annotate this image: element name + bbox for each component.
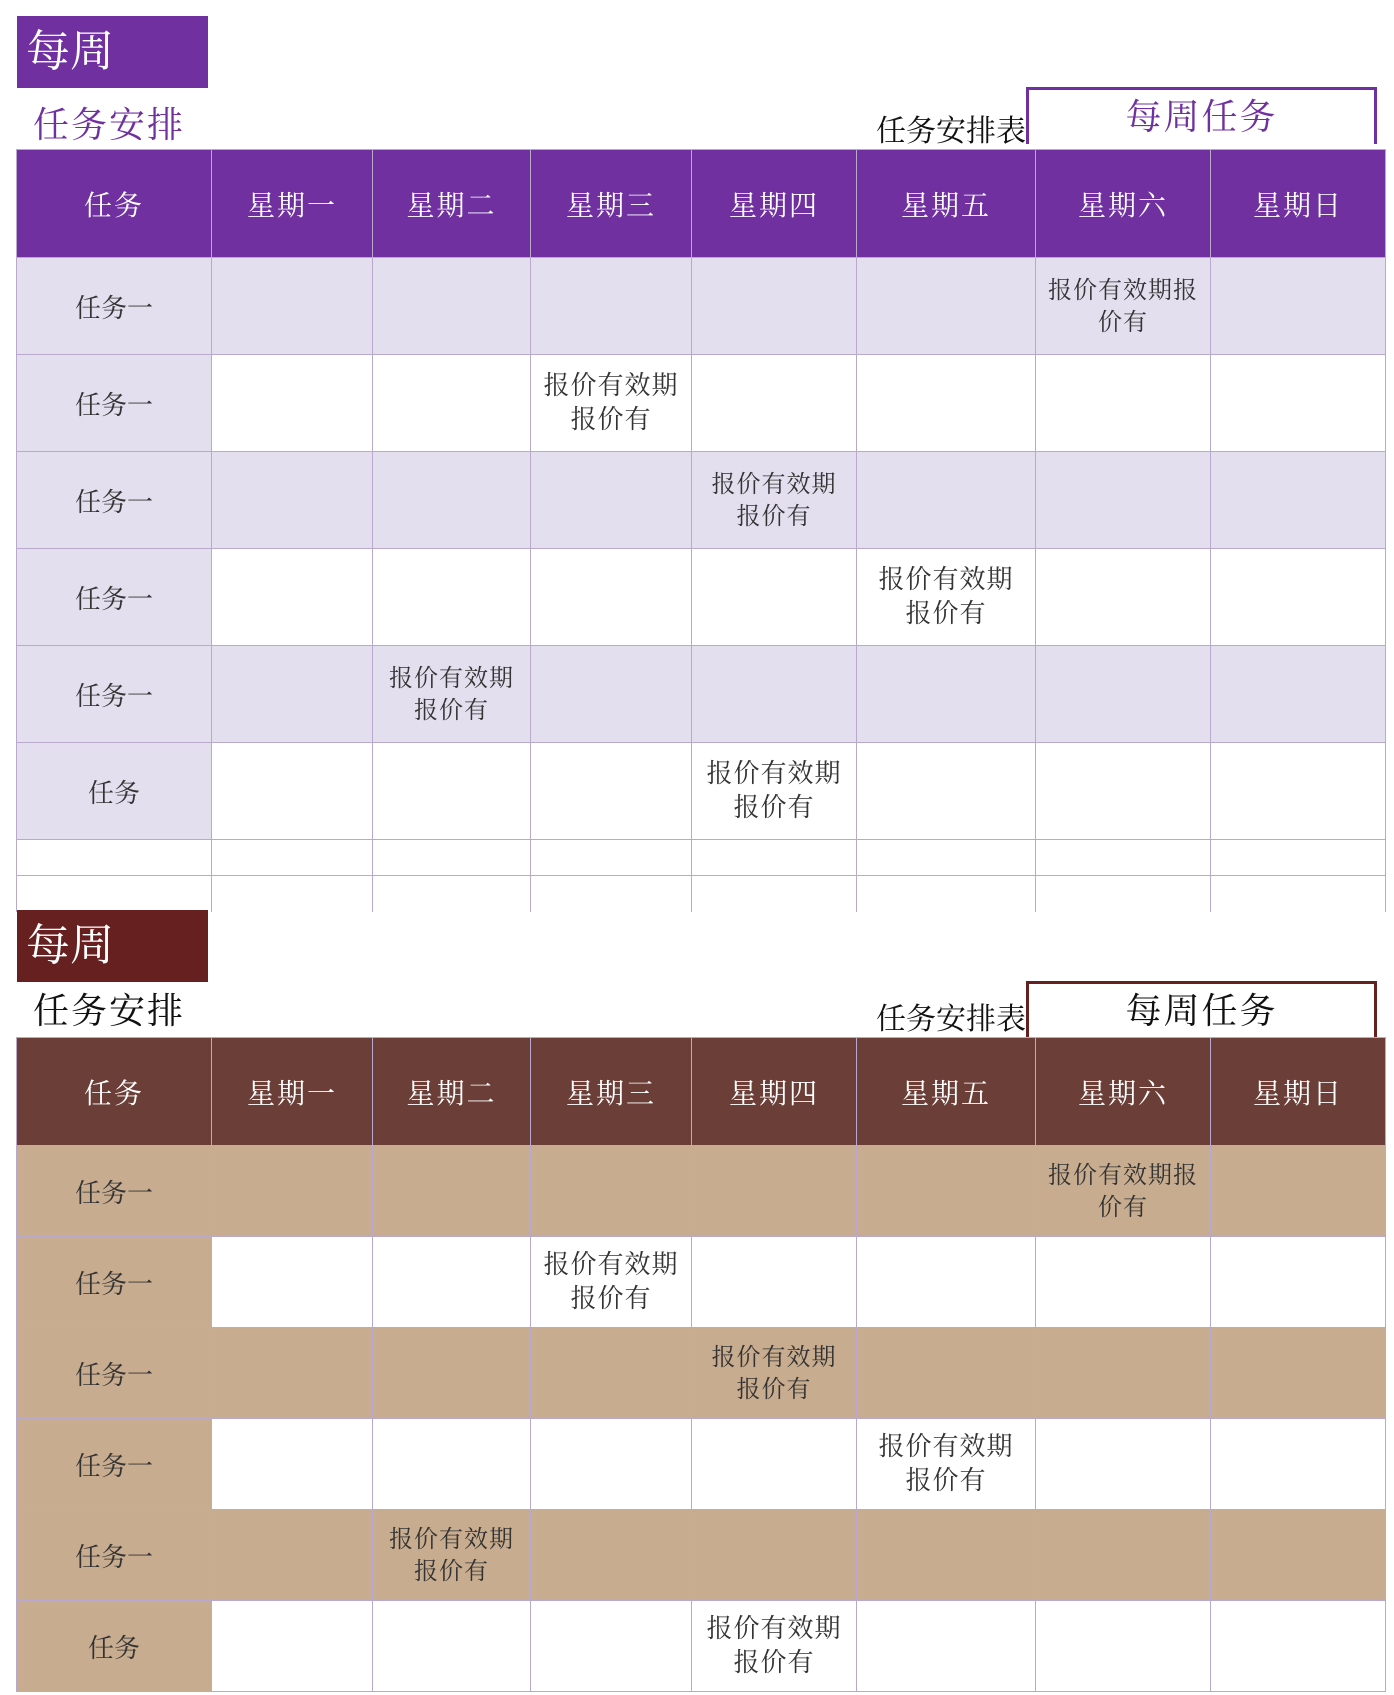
day-cell[interactable] — [212, 452, 373, 549]
header-tuesday: 星期二 — [373, 150, 531, 258]
day-cell[interactable] — [531, 1237, 692, 1328]
schedule-label: 任务安排表 — [876, 114, 1026, 149]
task-name-cell[interactable]: 任务 — [17, 743, 212, 840]
day-cell[interactable] — [857, 1146, 1036, 1237]
day-cell[interactable] — [212, 646, 373, 743]
day-cell[interactable] — [692, 355, 857, 452]
day-cell[interactable] — [1036, 549, 1211, 646]
day-cell[interactable] — [373, 1328, 531, 1419]
day-cell[interactable] — [212, 1146, 373, 1237]
header-saturday: 星期六 — [1036, 1038, 1211, 1146]
schedule-body — [17, 258, 1386, 840]
header-task: 任务 — [17, 1038, 212, 1146]
week-task-box[interactable]: 每周任务 — [1026, 87, 1377, 144]
header-wednesday: 星期三 — [531, 150, 692, 258]
day-cell[interactable] — [373, 743, 531, 840]
day-cell[interactable] — [212, 1237, 373, 1328]
day-cell[interactable] — [373, 549, 531, 646]
header-task: 任务 — [17, 150, 212, 258]
task-note: 报价有效期报价有 — [543, 371, 679, 435]
task-note: 报价有效期报价有 — [711, 470, 837, 530]
day-cell[interactable] — [373, 1510, 531, 1601]
day-cell[interactable] — [373, 452, 531, 549]
day-cell[interactable] — [373, 1146, 531, 1237]
day-cell[interactable] — [1036, 1328, 1211, 1419]
task-name-cell[interactable]: 任务一 — [17, 1328, 212, 1419]
header-monday: 星期一 — [212, 1038, 373, 1146]
task-name-cell[interactable]: 任务一 — [17, 355, 212, 452]
task-name-cell[interactable]: 任务一 — [17, 452, 212, 549]
day-cell[interactable] — [692, 452, 857, 549]
header-saturday: 星期六 — [1036, 150, 1211, 258]
section-title-badge: 每周 — [17, 16, 208, 88]
empty-cell[interactable] — [692, 840, 857, 876]
empty-cell[interactable] — [1211, 840, 1386, 876]
empty-cell[interactable] — [373, 840, 531, 876]
day-cell[interactable] — [692, 646, 857, 743]
day-cell[interactable] — [531, 1601, 692, 1692]
day-cell[interactable] — [373, 1419, 531, 1510]
table-row — [17, 1146, 1386, 1237]
empty-cell[interactable] — [1211, 876, 1386, 912]
day-cell[interactable] — [1211, 452, 1386, 549]
day-cell[interactable] — [531, 1328, 692, 1419]
day-cell[interactable] — [1036, 646, 1211, 743]
empty-cell[interactable] — [17, 840, 212, 876]
day-cell[interactable] — [857, 549, 1036, 646]
day-cell[interactable] — [531, 355, 692, 452]
table-row — [17, 355, 1386, 452]
day-cell[interactable] — [692, 1601, 857, 1692]
header-sunday: 星期日 — [1211, 1038, 1386, 1146]
empty-cell[interactable] — [1036, 840, 1211, 876]
empty-cell[interactable] — [857, 840, 1036, 876]
day-cell[interactable] — [212, 1328, 373, 1419]
day-cell[interactable] — [692, 743, 857, 840]
day-cell[interactable] — [212, 258, 373, 355]
day-cell[interactable] — [857, 1328, 1036, 1419]
day-cell[interactable] — [692, 1419, 857, 1510]
task-note: 报价有效期报价有 — [389, 1525, 514, 1585]
header-row — [17, 1038, 1386, 1146]
schedule-body — [17, 1146, 1386, 1692]
day-cell[interactable] — [1211, 743, 1386, 840]
day-cell[interactable] — [692, 1237, 857, 1328]
day-cell[interactable] — [531, 1146, 692, 1237]
day-cell[interactable] — [1211, 549, 1386, 646]
task-name-cell[interactable]: 任务一 — [17, 1510, 212, 1601]
header-sunday: 星期日 — [1211, 150, 1386, 258]
day-cell[interactable] — [1036, 1146, 1211, 1237]
day-cell[interactable] — [857, 258, 1036, 355]
day-cell[interactable] — [1211, 646, 1386, 743]
schedule-table — [16, 149, 1386, 912]
day-cell[interactable] — [373, 355, 531, 452]
day-cell[interactable] — [1211, 1601, 1386, 1692]
day-cell[interactable] — [857, 1237, 1036, 1328]
empty-cell[interactable] — [1036, 876, 1211, 912]
day-cell[interactable] — [1211, 1237, 1386, 1328]
task-name-cell[interactable]: 任务一 — [17, 1237, 212, 1328]
task-name-cell[interactable]: 任务一 — [17, 1146, 212, 1237]
task-name-cell[interactable]: 任务一 — [17, 1419, 212, 1510]
table-row — [17, 1237, 1386, 1328]
empty-cell[interactable] — [857, 876, 1036, 912]
task-note: 报价有效期报价有 — [1048, 1161, 1198, 1221]
day-cell[interactable] — [1036, 743, 1211, 840]
day-cell[interactable] — [531, 258, 692, 355]
task-note: 报价有效期报价有 — [711, 1343, 837, 1403]
week-task-box[interactable]: 每周任务 — [1026, 981, 1377, 1038]
day-cell[interactable] — [1036, 1237, 1211, 1328]
day-cell[interactable] — [692, 1510, 857, 1601]
table-row — [17, 646, 1386, 743]
day-cell[interactable] — [1036, 258, 1211, 355]
day-cell[interactable] — [373, 646, 531, 743]
day-cell[interactable] — [531, 743, 692, 840]
day-cell[interactable] — [212, 549, 373, 646]
task-note: 报价有效期报价有 — [878, 1432, 1014, 1496]
day-cell[interactable] — [692, 1328, 857, 1419]
table-row — [17, 743, 1386, 840]
task-note: 报价有效期报价有 — [543, 1250, 679, 1314]
day-cell[interactable] — [1036, 1510, 1211, 1601]
section-subtitle: 任务安排 — [33, 105, 186, 146]
day-cell[interactable] — [1036, 355, 1211, 452]
day-cell[interactable] — [692, 549, 857, 646]
empty-cell[interactable] — [17, 876, 212, 912]
header-thursday: 星期四 — [692, 150, 857, 258]
day-cell[interactable] — [212, 355, 373, 452]
day-cell[interactable] — [857, 646, 1036, 743]
schedule-table — [16, 1037, 1386, 1692]
task-note: 报价有效期报价有 — [706, 1614, 842, 1678]
day-cell[interactable] — [212, 743, 373, 840]
table-row — [17, 1510, 1386, 1601]
table-row — [17, 1601, 1386, 1692]
table-row — [17, 1419, 1386, 1510]
day-cell[interactable] — [857, 355, 1036, 452]
day-cell[interactable] — [1211, 1510, 1386, 1601]
day-cell[interactable] — [212, 1510, 373, 1601]
task-name-cell[interactable]: 任务一 — [17, 258, 212, 355]
header-friday: 星期五 — [857, 1038, 1036, 1146]
empty-cell[interactable] — [212, 876, 373, 912]
day-cell[interactable] — [857, 1419, 1036, 1510]
table-row — [17, 549, 1386, 646]
day-cell[interactable] — [1211, 1328, 1386, 1419]
empty-cell[interactable] — [373, 876, 531, 912]
day-cell[interactable] — [373, 1601, 531, 1692]
day-cell[interactable] — [857, 452, 1036, 549]
day-cell[interactable] — [212, 1601, 373, 1692]
day-cell[interactable] — [692, 1146, 857, 1237]
header-monday: 星期一 — [212, 150, 373, 258]
empty-rows — [17, 840, 1386, 912]
header-row — [17, 150, 1386, 258]
day-cell[interactable] — [857, 1601, 1036, 1692]
day-cell[interactable] — [692, 258, 857, 355]
schedule-label: 任务安排表 — [876, 1002, 1026, 1037]
section-title-badge: 每周 — [17, 910, 208, 982]
day-cell[interactable] — [531, 1510, 692, 1601]
empty-cell[interactable] — [531, 876, 692, 912]
table-row — [17, 452, 1386, 549]
empty-cell[interactable] — [212, 840, 373, 876]
day-cell[interactable] — [1036, 1601, 1211, 1692]
day-cell[interactable] — [531, 452, 692, 549]
day-cell[interactable] — [857, 1510, 1036, 1601]
task-note: 报价有效期报价有 — [389, 664, 514, 724]
day-cell[interactable] — [531, 1419, 692, 1510]
task-name-cell[interactable]: 任务 — [17, 1601, 212, 1692]
day-cell[interactable] — [212, 1419, 373, 1510]
task-note: 报价有效期报价有 — [706, 759, 842, 823]
table-row — [17, 1328, 1386, 1419]
task-note: 报价有效期报价有 — [878, 565, 1014, 629]
day-cell[interactable] — [1211, 1146, 1386, 1237]
day-cell[interactable] — [857, 743, 1036, 840]
day-cell[interactable] — [531, 549, 692, 646]
day-cell[interactable] — [373, 1237, 531, 1328]
empty-cell[interactable] — [692, 876, 857, 912]
header-thursday: 星期四 — [692, 1038, 857, 1146]
task-note: 报价有效期报价有 — [1048, 276, 1198, 336]
empty-row — [17, 840, 1386, 876]
day-cell[interactable] — [1036, 452, 1211, 549]
day-cell[interactable] — [531, 646, 692, 743]
table-row — [17, 258, 1386, 355]
header-tuesday: 星期二 — [373, 1038, 531, 1146]
empty-row — [17, 876, 1386, 912]
day-cell[interactable] — [1211, 258, 1386, 355]
header-wednesday: 星期三 — [531, 1038, 692, 1146]
day-cell[interactable] — [1036, 1419, 1211, 1510]
task-name-cell[interactable]: 任务一 — [17, 646, 212, 743]
task-name-cell[interactable]: 任务一 — [17, 549, 212, 646]
header-friday: 星期五 — [857, 150, 1036, 258]
day-cell[interactable] — [1211, 1419, 1386, 1510]
section-subtitle: 任务安排 — [33, 991, 186, 1032]
day-cell[interactable] — [1211, 355, 1386, 452]
empty-cell[interactable] — [531, 840, 692, 876]
day-cell[interactable] — [373, 258, 531, 355]
